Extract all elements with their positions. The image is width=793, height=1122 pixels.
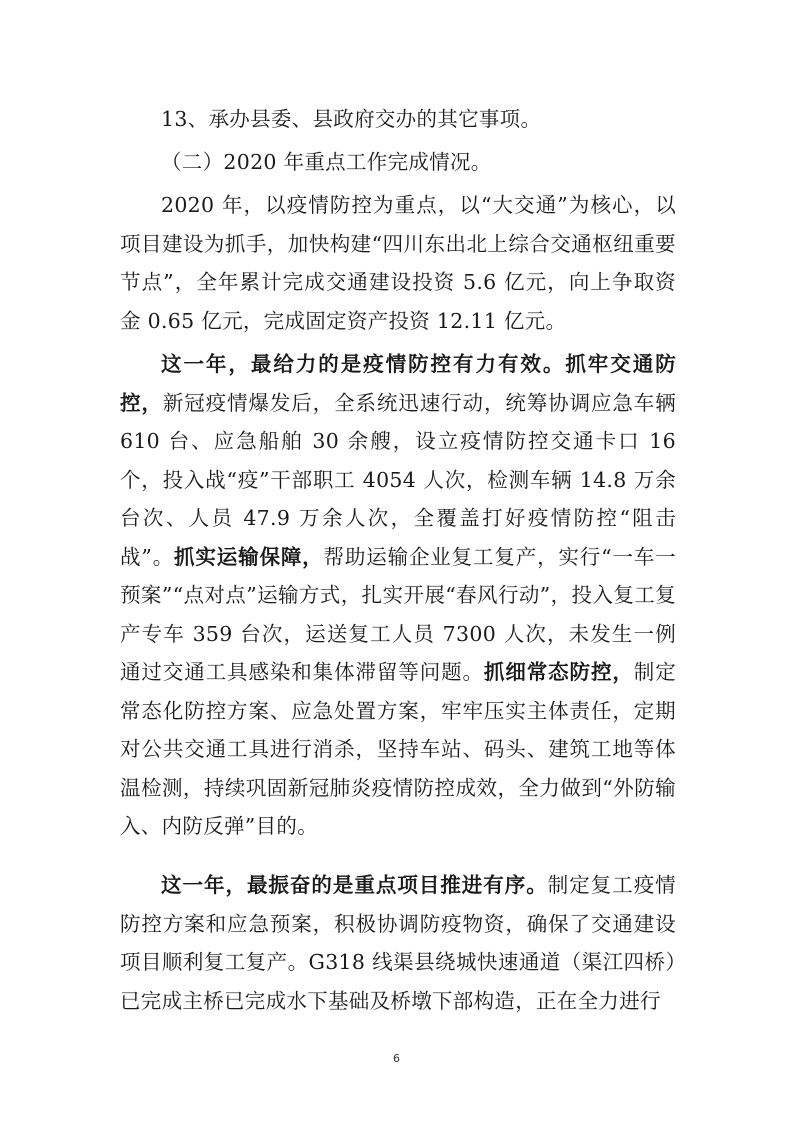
projects-text: 制定复工疫情防控方案和应急预案，积极协调防疫物资，确保了交通建设项目顺利复工复产。G318 线渠县绕城快速通道（渠江四桥）已完成主桥已完成水下基础及桥墩下部构造，正在全力进行 [120, 873, 676, 1013]
paragraph-key-projects-body [120, 866, 676, 1020]
transport-guarantee-heading: 抓实运输保障， [174, 544, 324, 569]
paragraph-summary [120, 186, 676, 340]
traffic-control-text: 新冠疫情爆发后，全系统迅速行动，统筹协调应急车辆 610 台、应急船舶 30 余艘，设立疫情防控交通卡口 16 个，投入战“疫”干部职工 4054 人次，检测车辆 14.8 万余台次、人员 47.9 万余人次，全覆盖打好疫情防控“阻击战”。 [120, 390, 676, 569]
paragraph-epidemic-control-body [120, 345, 676, 846]
traffic-control-heading: 抓牢交通防控， [120, 352, 676, 415]
transport-guarantee-text: 帮助运输企业复工复产，实行“一车一预案”“点对点”运输方式，扎实开展“春风行动”，投入复工复产专车 359 台次，运送复工人员 7300 人次，未发生一例通过交通工具感染和集体滞留等问题。 [120, 544, 676, 684]
projects-lead-sentence: 这一年，最振奋的是重点项目推进有序。 [161, 873, 548, 897]
paragraph-epidemic-control [120, 345, 676, 846]
routine-control-heading: 抓细常态防控， [483, 660, 634, 684]
epidemic-lead-sentence: 这一年，最给力的是疫情防控有力有效。 [161, 352, 566, 376]
paragraph-key-projects [120, 866, 676, 1020]
section-heading [120, 143, 676, 182]
list-item-13-text: 13、承办县委、县政府交办的其它事项。 [161, 107, 542, 131]
list-item-13 [120, 100, 676, 139]
section-heading-text: （二）2020 年重点工作完成情况。 [161, 150, 492, 174]
routine-control-text: 制定常态化防控方案、应急处置方案，牢牢压实主体责任，定期对公共交通工具进行消杀，坚持车站、码头、建筑工地等体温检测，持续巩固新冠肺炎疫情防控成效，全力做到“外防输入、内防反弹”目的。 [120, 660, 676, 838]
paragraph-summary-text: 2020 年，以疫情防控为重点，以“大交通”为核心，以项目建设为抓手，加快构建“四川东出北上综合交通枢纽重要节点”，全年累计完成交通建设投资 5.6 亿元，向上争取资金 0.65 亿元，完成固定资产投资 12.11 亿元。 [120, 193, 676, 333]
page-number: 6 [393, 1052, 400, 1065]
